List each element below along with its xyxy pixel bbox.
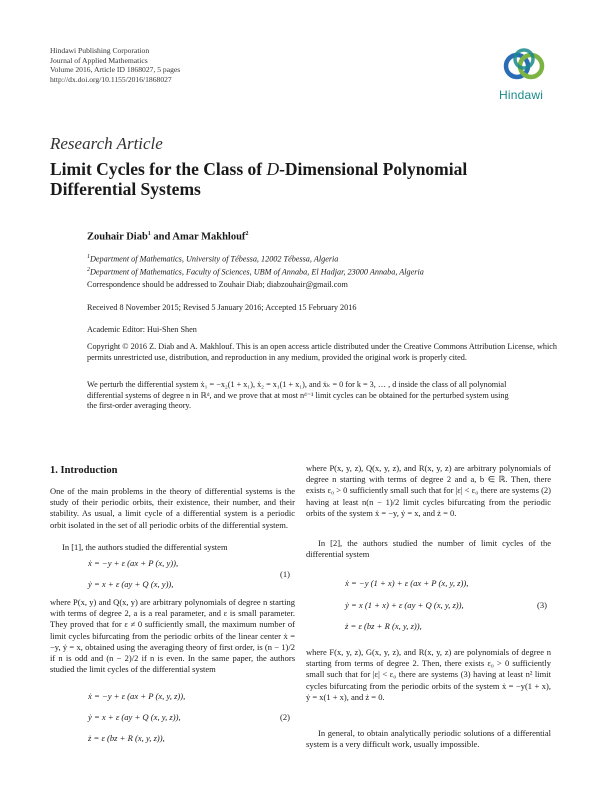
equation-2a: ẋ = −y + ε (ax + P (x, y, z)), [88,691,186,701]
equation-3b: ẏ = x (1 + x) + ε (ay + Q (x, y, z)), [345,600,464,610]
affil-2-text: Department of Mathematics, Faculty of Sciences, UBM of Annaba, El Hadjar, 23000 Annaba, Algeria [90,267,424,277]
publisher-name: Hindawi Publishing Corporation [50,46,150,55]
abstract-line-3: the first-order averaging theory. [87,401,192,410]
affiliation-1 [87,252,557,265]
section-heading: 1. Introduction [50,465,118,476]
article-type: Research Article [50,134,163,153]
author-2: Amar Makhlouf [172,231,246,243]
title-part-1: Limit Cycles for the Class of [50,159,267,179]
abstract-line-1: We perturb the differential system ẋ₁ = −x₂(1 + x₁), ẋ₂ = x₁(1 + x₁), and ẋₖ = 0 for k = 3, … , d inside the class of all polynomial [87,380,507,389]
author-1-sup: 1 [147,231,151,237]
journal-name: Journal of Applied Mathematics [50,55,148,65]
equation-1b: ẏ = x + ε (ay + Q (x, y)), [88,579,174,589]
intro-paragraph-1: One of the main problems in the theory of differential systems is the study of their periodic orbits, their existence, their number, and their stability. As usual, a limit cycle of a differential system is a periodic orbit isolated in the set of all periodic orbits of the differential system. [50,486,295,530]
intro-paragraph-2: In [1], the authors studied the differential system [62,542,228,552]
affil-1-sup: 1 [87,254,90,260]
author-1: Zouhair Diab [87,231,148,243]
journal-header [50,46,180,84]
equation-2c: ż = ε (bz + R (x, y, z)), [88,733,165,743]
correspondence: Correspondence should be addressed to Zouhair Diab; diabzouhair@gmail.com [87,280,348,289]
copyright: Copyright © 2016 Z. Diab and A. Makhlouf. This is an open access article distributed under the Creative Commons Attribution License, which permits unrestricted use, distribution, and reproduction in any medium, provided the original work is properly cited. [87,342,557,362]
equation-2-number: (2) [280,712,290,722]
abstract [87,380,557,412]
right-paragraph-1: where P(x, y, z), Q(x, y, z), and R(x, y, z) are arbitrary polynomials of degree n starting with terms of degree 2 and a, b ∈ ℝ. Then, there exists ε₀ > 0 sufficiently small such that for |ε| < ε₀ there are systems (2) having at least n(n − 1)/2 limit cycles bifurcating from the periodic orbits of the system ẋ = −y, ẏ = x, and ż = 0. [306,463,551,518]
dates: Received 8 November 2015; Revised 5 January 2016; Accepted 15 February 2016 [87,303,357,312]
academic-editor: Academic Editor: Hui-Shen Shen [87,325,197,334]
abstract-line-2: differential systems of degree n in ℝᵈ, and we prove that at most nᵈ⁻¹ limit cycles can be obtained for the perturbed system using [87,390,509,400]
hindawi-logo [495,46,555,108]
title-part-3: Differential Systems [50,179,201,199]
authors [87,231,248,243]
hindawi-logo-icon [495,46,555,88]
author-2-sup: 2 [245,231,249,237]
right-paragraph-4: In general, to obtain analytically periodic solutions of a differential system is a very difficult work, usually impossible. [306,728,551,750]
equation-3c: ż = ε (bz + R (x, y, z)), [345,621,422,631]
equation-2b: ẏ = x + ε (ay + Q (x, y, z)), [88,712,181,722]
affil-1-text: Department of Mathematics, University of Tébessa, 12002 Tébessa, Algeria [90,254,339,264]
affiliations [87,252,557,278]
volume-info: Volume 2016, Article ID 1868027, 5 pages [50,65,181,75]
author-and: and [150,231,173,243]
article-title [50,159,550,199]
intro-paragraph-3: where P(x, y) and Q(x, y) are arbitrary polynomials of degree n starting with terms of degree 2, a is a real parameter, and ε is small parameter. They proved that for ε ≠ 0 sufficiently small, the maximum number of limit cycles bifurcating from the periodic orbits of the linear center ẋ = −y, ẏ = x, obtained using the averaging theory of first order, is (n − 1)/2 if n is odd and (n − 2)/2 if n is even. In the same paper, the authors studied the limit cycles of the differential system [50,597,295,675]
right-paragraph-2: In [2], the authors studied the number of limit cycles of the differential system [306,538,551,560]
equation-3-number: (3) [537,600,547,610]
doi-link[interactable]: http://dx.doi.org/10.1155/2016/1868027 [50,74,172,84]
equation-1-number: (1) [280,569,290,579]
title-d: D [266,159,280,179]
logo-text: Hindawi [499,88,544,102]
affil-2-sup: 2 [87,267,90,274]
title-part-2: -Dimensional Polynomial [279,159,468,179]
equation-3a: ẋ = −y (1 + x) + ε (ax + P (x, y, z)), [345,578,469,588]
equation-1a: ẋ = −y + ε (ax + P (x, y)), [88,558,179,568]
affiliation-2 [87,265,557,278]
right-paragraph-3: where F(x, y, z), G(x, y, z), and R(x, y, z) are polynomials of degree n starting from terms of degree 2. Then, there exists ε₀ > 0 sufficiently small such that for |ε| < ε₀ there are systems (3) having at least n² limit cycles bifurcating from the periodic orbits of the system ẋ = −y(1 + x), ẏ = x(1 + x), and ż = 0. [306,647,551,702]
